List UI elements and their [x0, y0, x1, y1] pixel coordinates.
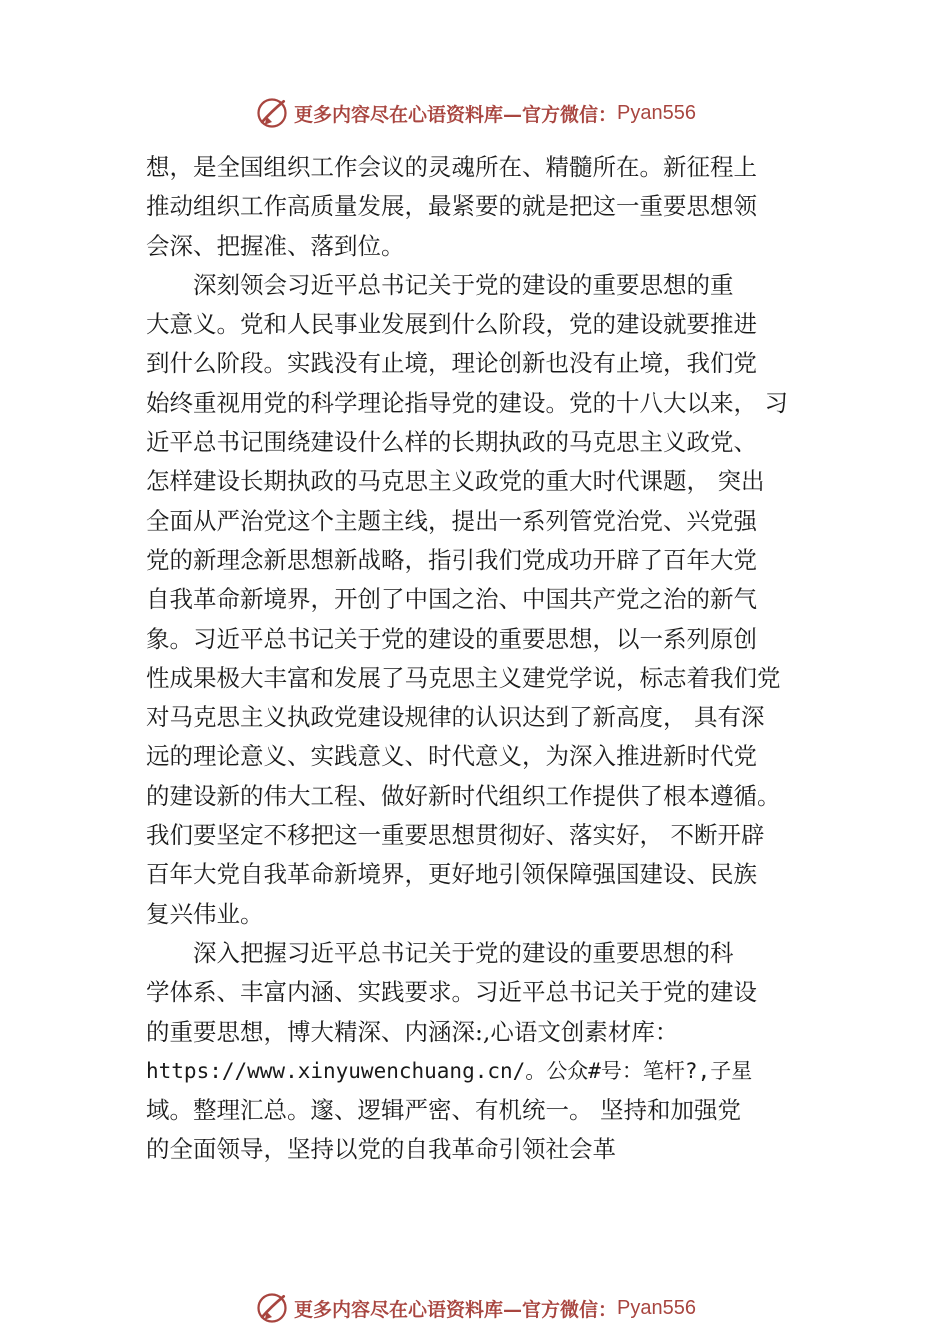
text-line: 怎样建设长期执政的马克思主义政党的重大时代课题， 突出: [146, 467, 765, 496]
text-line: 想，是全国组织工作会议的灵魂所在、精髓所在。新征程上: [146, 153, 757, 181]
text-line: 远的理论意义、实践意义、时代意义，为深入推进新时代党: [146, 742, 757, 771]
banner-wechat-id: Pyan556: [617, 1296, 696, 1319]
text-line: 的建设新的伟大工程、做好新时代组织工作提供了根本遵循。: [146, 781, 781, 810]
text-line: 对马克思主义执政党建设规律的认识达到了新高度， 具有深: [146, 703, 765, 732]
text-line: 会深、把握准、落到位。: [146, 231, 405, 260]
text-line: 性成果极大丰富和发展了马克思主义建党学说，标志着我们党: [146, 663, 781, 692]
banner-wechat-id: Pyan556: [617, 101, 696, 124]
text-line: 的重要思想，博大精深、内涵深:,心语文创素材库：: [146, 1017, 679, 1046]
text-line: 深入把握习近平总书记关于党的建设的重要思想的科: [146, 938, 734, 967]
brush-logo-icon: [254, 1290, 290, 1326]
text-line: 大意义。党和人民事业发展到什么阶段，党的建设就要推进: [146, 310, 757, 339]
banner-subtitle: —官方微信：: [503, 1298, 618, 1321]
text-line: 始终重视用党的科学理论指导党的建设。党的十八大以来， 习: [146, 388, 788, 417]
text-line: 自我革命新境界，开创了中国之治、中国共产党之治的新气: [146, 585, 757, 614]
document-body: [146, 148, 836, 1170]
text-line: 近平总书记围绕建设什么样的长期执政的马克思主义政党、: [146, 428, 757, 457]
footer-banner: [0, 1288, 950, 1328]
text-line: 我们要坚定不移把这一重要思想贯彻好、落实好， 不断开辟: [146, 821, 765, 850]
text-line: 域。整理汇总。邃、逻辑严密、有机统一。 坚持和加强党: [146, 1096, 741, 1125]
brush-logo-icon: [254, 95, 290, 131]
banner-title: 更多内容尽在心语资料库: [294, 103, 504, 126]
text-line: 的全面领导，坚持以党的自我革命引领社会革: [146, 1135, 616, 1164]
text-line: 党的新理念新思想新战略，指引我们党成功开辟了百年大党: [146, 545, 757, 574]
text-line-url: https://www.xinyuwenchuang.cn/。公众#号：笔杆?,子星: [146, 1058, 753, 1083]
text-line: 学体系、丰富内涵、实践要求。习近平总书记关于党的建设: [146, 978, 757, 1007]
banner-subtitle: —官方微信：: [503, 103, 618, 126]
text-line: 复兴伟业。: [146, 899, 264, 928]
text-line: 象。习近平总书记关于党的建设的重要思想，以一系列原创: [146, 624, 757, 653]
banner-title: 更多内容尽在心语资料库: [294, 1298, 504, 1321]
header-banner: [0, 93, 950, 133]
text-line: 到什么阶段。实践没有止境，理论创新也没有止境，我们党: [146, 349, 757, 378]
text-line: 百年大党自我革命新境界，更好地引领保障强国建设、民族: [146, 860, 757, 889]
text-line: 全面从严治党这个主题主线，提出一系列管党治党、兴党强: [146, 506, 757, 535]
text-line: 深刻领会习近平总书记关于党的建设的重要思想的重: [146, 270, 734, 299]
text-line: 推动组织工作高质量发展，最紧要的就是把这一重要思想领: [146, 192, 757, 221]
